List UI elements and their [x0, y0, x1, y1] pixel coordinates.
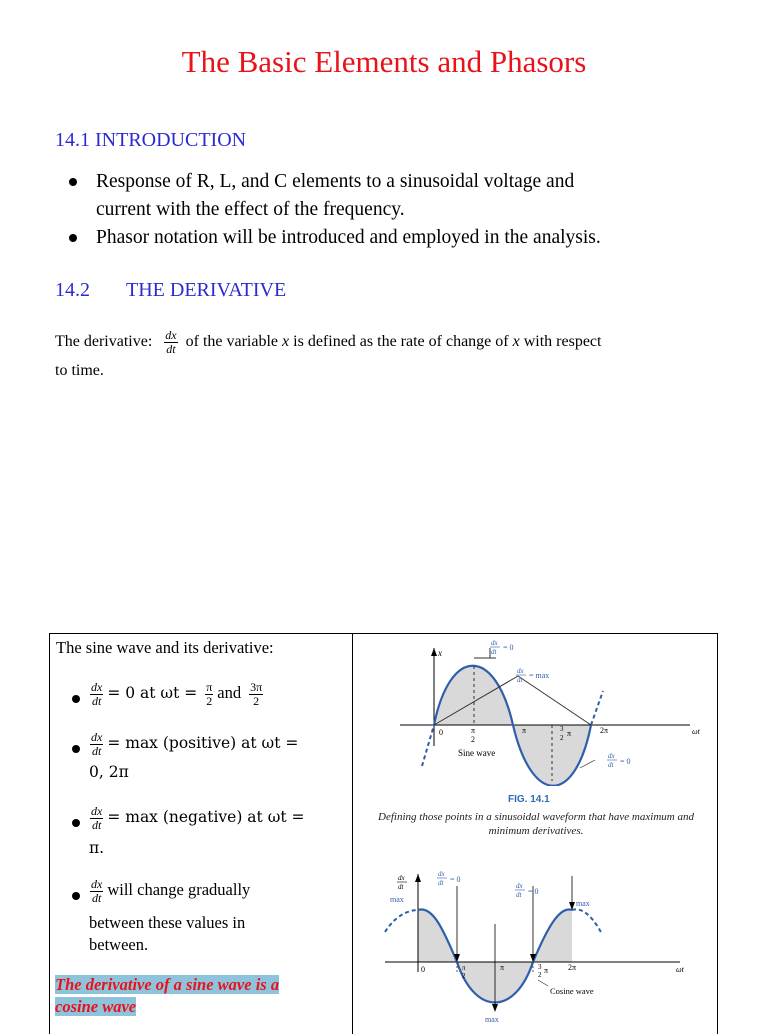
frac-den: dt — [91, 891, 102, 905]
shade-3 — [533, 909, 572, 962]
label-dx: dx — [517, 667, 524, 675]
section-heading-introduction: 14.1 INTRODUCTION — [55, 129, 247, 151]
frac-den: dt — [91, 744, 102, 758]
fraction-dx-dt — [90, 805, 103, 832]
text: of the variable — [185, 333, 279, 350]
bullet-text-1: Response of R, L, and C elements to a sinusoidal voltage and — [96, 171, 575, 192]
math-text: = max (negative) at ωt = — [107, 808, 305, 827]
highlight-text: cosine wave — [55, 997, 137, 1016]
frac-num: dx — [165, 327, 177, 342]
label-cosine-wave: Cosine wave — [550, 986, 594, 996]
label-two: 2 — [471, 735, 475, 744]
fraction-3pi-2 — [249, 681, 263, 708]
label-dt: dt — [398, 883, 404, 891]
highlight-text: The derivative of a sine wave is a — [55, 975, 280, 994]
y-axis-arrow — [415, 874, 421, 882]
highlight-line-1 — [55, 974, 279, 996]
label-eq-max: = max — [529, 671, 550, 680]
label-3: 3 — [560, 725, 564, 733]
frac-num: dx — [91, 804, 103, 818]
label-eq-zero: = 0 — [620, 757, 631, 766]
tangent-line-b — [518, 676, 591, 725]
label-dx: dx — [608, 752, 615, 760]
frac-den: dt — [91, 818, 102, 832]
derivative-gradual — [86, 878, 250, 905]
figure-1-caption — [357, 810, 715, 838]
sine-dashed-end — [591, 691, 603, 725]
and-text: and — [217, 683, 242, 703]
panel-intro: The sine wave and its derivative: — [56, 638, 274, 657]
label-two: 2 — [462, 972, 466, 980]
derivative-max-positive — [86, 731, 298, 758]
fraction-dx-dt — [90, 681, 103, 708]
label-pi: π — [500, 963, 505, 972]
math-text: = 0 at ωt = — [107, 684, 198, 703]
bullet-dot — [72, 745, 80, 753]
bullet-text-2: Phasor notation will be introduced and employed in the analysis. — [96, 227, 601, 248]
frac-den: dt — [91, 694, 102, 708]
text: The derivative: — [55, 333, 153, 350]
fraction-pi-2 — [205, 681, 213, 708]
label-pi: π — [544, 966, 549, 975]
frac-den: dt — [166, 341, 176, 356]
frac-num: dx — [91, 730, 103, 744]
cosine-dashed-start — [385, 910, 418, 932]
label-sine-wave: Sine wave — [458, 748, 496, 758]
text: is defined as the rate of change of — [293, 333, 509, 350]
section-heading-derivative: THE DERIVATIVE — [126, 279, 287, 301]
text: will change gradually — [107, 880, 251, 900]
label-eq-zero: = 0 — [450, 875, 461, 884]
label-pi: π — [462, 964, 466, 972]
label-pi: π — [567, 729, 572, 738]
derivative-definition-line-2: to time. — [55, 362, 104, 379]
label-max: max — [576, 899, 590, 908]
label-2pi: 2π — [568, 963, 577, 972]
label-dt: dt — [438, 879, 444, 887]
label-dx: dx — [398, 874, 405, 882]
label-pi: π — [471, 726, 476, 735]
label-2: 2 — [560, 734, 564, 742]
fraction-dx-dt — [90, 731, 103, 758]
fraction-dx-dt — [90, 878, 103, 905]
label-eq-zero: = 0 — [503, 643, 514, 652]
label-omega-t: ωt — [692, 727, 700, 736]
bullet-dot — [69, 234, 77, 242]
caption-line: Defining those points in a sinusoidal waveform that have maximum and — [378, 811, 694, 823]
derivative-max-negative — [86, 805, 304, 832]
arrow-head — [492, 1004, 498, 1012]
sine-dashed-start — [422, 725, 434, 766]
label-dx: dx — [438, 870, 445, 878]
math-continuation: π. — [89, 839, 105, 857]
label-omega-t: ωt — [676, 965, 684, 974]
bullet-dot — [72, 892, 80, 900]
section-number: 14.2 — [55, 279, 90, 301]
page-title: The Basic Elements and Phasors — [181, 44, 587, 79]
highlight-line-2 — [55, 996, 136, 1018]
text: between these values in — [89, 913, 246, 932]
bullet-dot — [72, 819, 80, 827]
shade-1 — [418, 909, 457, 962]
label-dx: dx — [516, 882, 523, 890]
derivative-zero-condition — [86, 681, 267, 708]
frac-den: 2 — [206, 694, 213, 708]
pointer-line — [580, 760, 595, 768]
label-dt: dt — [516, 891, 522, 899]
y-axis-arrow — [431, 648, 437, 656]
label-zero: 0 — [439, 728, 443, 737]
math-continuation: 0, 2π — [89, 763, 129, 781]
label-zero: 0 — [421, 965, 425, 974]
var-x: x — [512, 333, 520, 350]
pointer-line — [538, 980, 548, 986]
sine-wave-figure — [360, 636, 714, 786]
frac-num: dx — [91, 680, 103, 694]
label-eq-zero: = 0 — [528, 887, 539, 896]
label-2pi: 2π — [600, 726, 609, 735]
bullet-dot — [69, 178, 77, 186]
label-3: 3 — [538, 963, 542, 971]
bullet-text-1-cont: current with the effect of the frequency. — [96, 199, 405, 220]
caption-line: minimum derivatives. — [488, 825, 584, 837]
label-dx: dx — [491, 639, 498, 647]
figure-1-title: FIG. 14.1 — [508, 794, 550, 805]
axis-label-x: x — [438, 648, 442, 658]
text: between. — [89, 935, 149, 954]
derivative-definition-line — [55, 328, 601, 356]
label-max: max — [485, 1015, 499, 1024]
label-dt: dt — [608, 761, 614, 769]
frac-den: 2 — [253, 694, 260, 708]
label-2: 2 — [538, 971, 542, 979]
frac-num: π — [206, 680, 213, 694]
label-dt: dt — [517, 676, 523, 684]
math-text: = max (positive) at ωt = — [107, 734, 299, 753]
cosine-dashed-end — [572, 909, 602, 934]
label-max: max — [390, 895, 404, 904]
var-x: x — [282, 333, 290, 350]
fraction-dx-dt — [164, 329, 177, 356]
label-pi: π — [522, 726, 527, 735]
cosine-wave-figure — [380, 866, 710, 1024]
frac-num: dx — [91, 877, 103, 891]
frac-num: 3π — [250, 680, 263, 694]
label-dt: dt — [491, 648, 497, 656]
bullet-dot — [72, 695, 80, 703]
text: with respect — [523, 333, 602, 350]
